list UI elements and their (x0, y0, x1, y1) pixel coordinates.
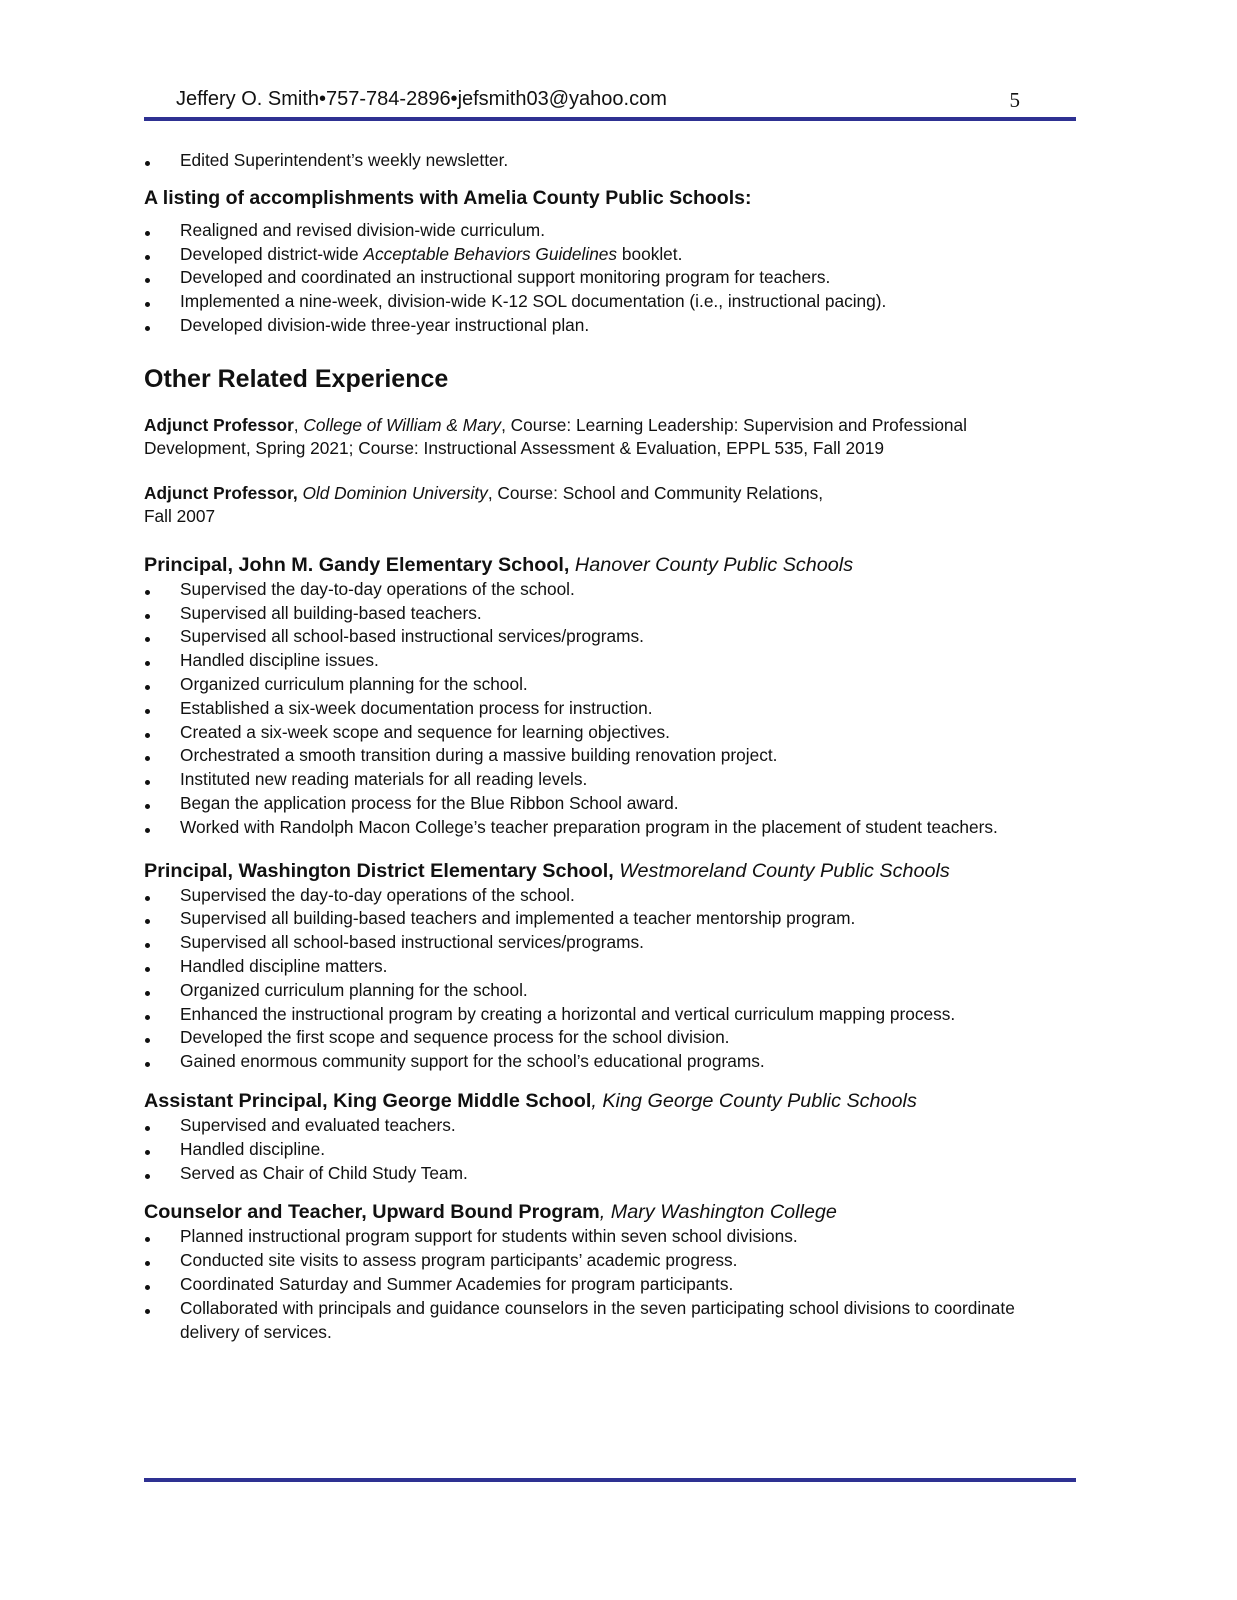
odu-school: Old Dominion University (302, 482, 488, 503)
list-item: Supervised the day-to-day operations of the school. (144, 578, 1076, 602)
list-item: Organized curriculum planning for the school. (144, 673, 1076, 697)
king-george-duties-list (144, 1114, 1076, 1185)
job-heading-washington (144, 858, 1076, 884)
list-item: Handled discipline matters. (144, 955, 1076, 979)
page-header (144, 88, 1076, 118)
carryover-list (144, 149, 1076, 173)
job-org: Hanover County Public Schools (574, 553, 854, 576)
list-item: Began the application process for the Blue Ribbon School award. (144, 792, 1076, 816)
list-item: Worked with Randolph Macon College’s teacher preparation program in the placement of student teachers. (144, 816, 1076, 840)
list-item: Organized curriculum planning for the school. (144, 979, 1076, 1003)
footer-rule (144, 1478, 1076, 1482)
list-item: Coordinated Saturday and Summer Academies for program participants. (144, 1273, 1076, 1297)
spacer (144, 1185, 1076, 1199)
list-item: Collaborated with principals and guidance counselors in the seven participating school divisions to coordinate delivery of services. (144, 1297, 1076, 1345)
list-item: Supervised all building-based teachers and implemented a teacher mentorship program. (144, 907, 1076, 931)
odu-details: , Course: School and Community Relations, (487, 482, 824, 503)
wm-school: College of William & Mary (303, 414, 502, 435)
page-content (144, 149, 1076, 1344)
list-item: Conducted site visits to assess program participants’ academic progress. (144, 1249, 1076, 1273)
section-heading-other-experience: Other Related Experience (144, 364, 449, 393)
list-item: Orchestrated a smooth transition during a massive building renovation project. (144, 744, 1076, 768)
header-contact: Jeffery O. Smith•757-784-2896•jefsmith03@yahoo.com (176, 88, 667, 110)
job-org: , King George County Public Schools (591, 1089, 917, 1112)
odu-term: Fall 2007 (144, 505, 216, 526)
list-item: Supervised and evaluated teachers. (144, 1114, 1076, 1138)
job-heading-upward-bound (144, 1199, 1076, 1225)
list-item: Handled discipline. (144, 1138, 1076, 1162)
list-item: Edited Superintendent’s weekly newsletter. (144, 149, 1076, 173)
list-item: Enhanced the instructional program by creating a horizontal and vertical curriculum mapping process. (144, 1003, 1076, 1027)
wm-sep: , (293, 414, 304, 435)
job-heading-king-george (144, 1088, 1076, 1114)
list-item: Developed the first scope and sequence process for the school division. (144, 1026, 1076, 1050)
job-org: Westmoreland County Public Schools (619, 859, 950, 882)
wm-adjunct-entry (144, 414, 1076, 460)
booklet-title: Acceptable Behaviors Guidelines (363, 243, 618, 264)
job-org: , Mary Washington College (599, 1201, 837, 1224)
list-item: Handled discipline issues. (144, 649, 1076, 673)
odu-title: Adjunct Professor, (144, 482, 298, 503)
list-item: Instituted new reading materials for all reading levels. (144, 768, 1076, 792)
job-title: Counselor and Teacher, Upward Bound Program (144, 1201, 600, 1224)
list-item: Realigned and revised division-wide curriculum. (144, 219, 1076, 243)
page-number: 5 (1009, 88, 1020, 112)
list-item: Planned instructional program support for students within seven school divisions. (144, 1225, 1076, 1249)
list-item: Served as Chair of Child Study Team. (144, 1162, 1076, 1186)
list-item: Supervised all building-based teachers. (144, 602, 1076, 626)
item-text-tail: booklet. (617, 243, 683, 264)
spacer (144, 840, 1076, 858)
header-rule (144, 117, 1076, 121)
list-item: Gained enormous community support for the school’s educational programs. (144, 1050, 1076, 1074)
job-title: Principal, Washington District Elementary School, (144, 859, 614, 882)
upward-bound-duties-list (144, 1225, 1076, 1344)
list-item (144, 243, 1076, 267)
job-title: Principal, John M. Gandy Elementary School, (144, 553, 570, 576)
spacer (144, 1074, 1076, 1088)
job-title: Assistant Principal, King George Middle School (144, 1089, 592, 1112)
list-item: Developed division-wide three-year instructional plan. (144, 314, 1076, 338)
amelia-list (144, 219, 1076, 338)
wm-title: Adjunct Professor (144, 414, 294, 435)
list-item: Established a six-week documentation process for instruction. (144, 697, 1076, 721)
washington-duties-list (144, 884, 1076, 1074)
list-item: Implemented a nine-week, division-wide K-12 SOL documentation (i.e., instructional pacing). (144, 290, 1076, 314)
item-text: Developed district-wide (180, 243, 364, 264)
list-item: Created a six-week scope and sequence for learning objectives. (144, 721, 1076, 745)
amelia-heading: A listing of accomplishments with Amelia County Public Schools: (144, 186, 752, 209)
wm-details: , Course: Learning Leadership: Supervision and Professional Development, Spring 2021; Course: Instructional Assessment & Evaluation, EPPL 535, Fall 2019 (144, 414, 967, 458)
job-heading-gandy (144, 552, 1076, 578)
odu-adjunct-entry (144, 482, 1076, 528)
list-item: Supervised all school-based instructional services/programs. (144, 625, 1076, 649)
gandy-duties-list (144, 578, 1076, 840)
list-item: Supervised all school-based instructional services/programs. (144, 931, 1076, 955)
list-item: Supervised the day-to-day operations of the school. (144, 884, 1076, 908)
list-item: Developed and coordinated an instructional support monitoring program for teachers. (144, 266, 1076, 290)
